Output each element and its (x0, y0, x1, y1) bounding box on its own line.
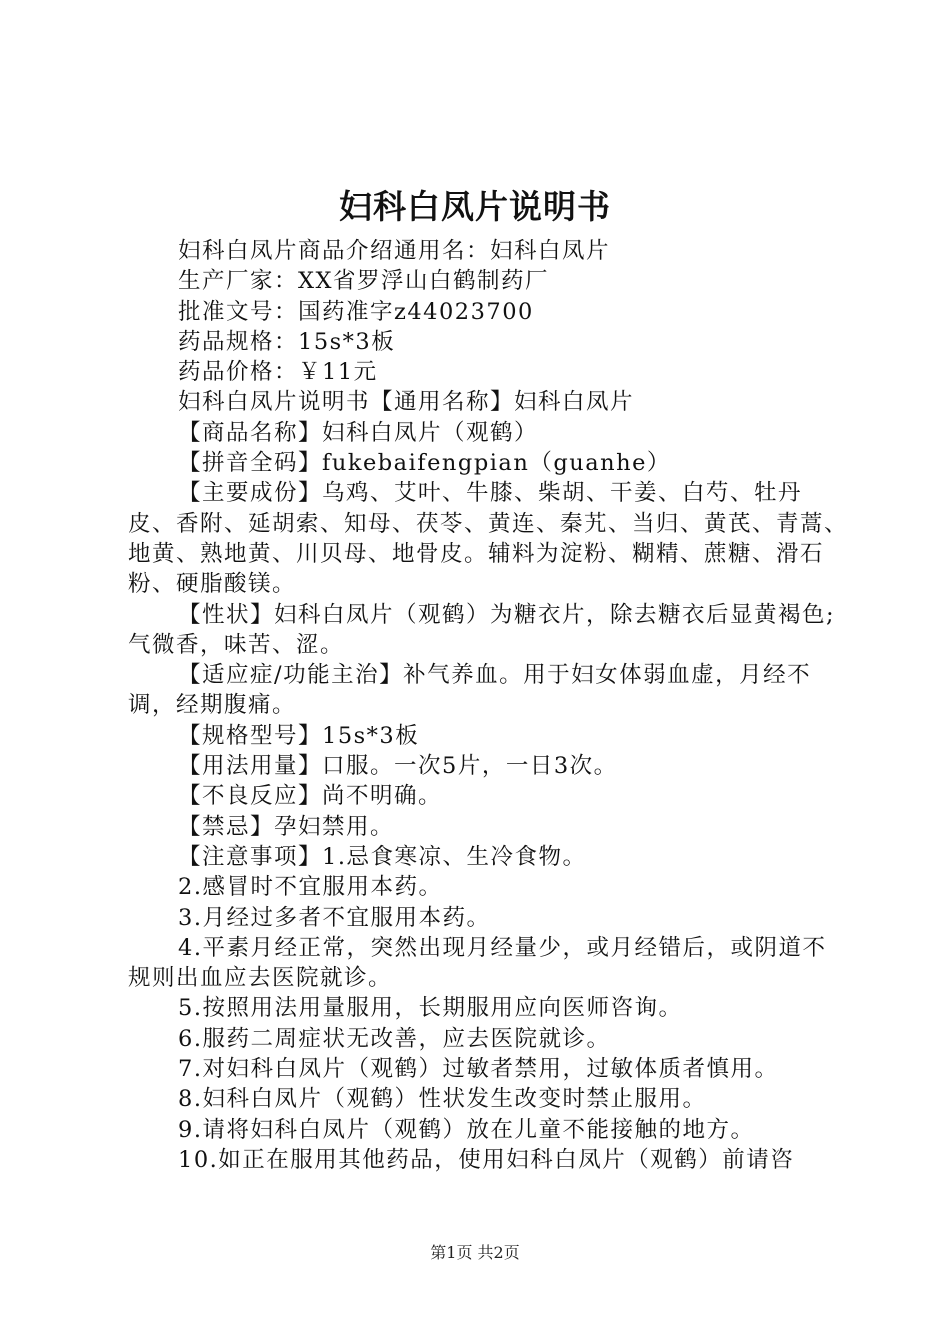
paragraph-model: 【规格型号】15s*3板 (178, 722, 420, 749)
page-footer: 第1页 共2页 (430, 1243, 520, 1262)
paragraph-dosage: 【用法用量】口服。一次5片，一日3次。 (178, 753, 618, 780)
paragraph-contraindications: 【禁忌】孕妇禁用。 (178, 813, 395, 840)
paragraph-indications: 【适应症/功能主治】补气养血。用于妇女体弱血虚，月经不调，经期腹痛。 (128, 662, 812, 719)
paragraph-specification: 药品规格：15s*3板 (178, 328, 396, 355)
paragraph-adverse-reactions: 【不良反应】尚不明确。 (178, 783, 443, 810)
paragraph-approval-number: 批准文号：国药准字z44023700 (178, 298, 534, 325)
paragraph-price: 药品价格：￥11元 (178, 359, 378, 386)
paragraph-ingredients: 【主要成份】乌鸡、艾叶、牛膝、柴胡、干姜、白芍、牡丹皮、香附、延胡索、知母、茯苓、黄连、秦艽、当归、黄芪、青蒿、地黄、熟地黄、川贝母、地骨皮。辅料为淀粉、糊精、蔗糖、滑石粉、硬脂酸镁。 (128, 480, 849, 598)
document-body (128, 236, 848, 1175)
paragraph-manufacturer: 生产厂家：XX省罗浮山白鹤制药厂 (178, 268, 550, 295)
paragraph-precautions-8: 8.妇科白凤片（观鹤）性状发生改变时禁止服用。 (178, 1086, 707, 1113)
paragraph-precautions-7: 7.对妇科白凤片（观鹤）过敏者禁用，过敏体质者慎用。 (178, 1056, 779, 1083)
paragraph-general-name: 妇科白凤片商品介绍通用名：妇科白凤片 (178, 238, 611, 264)
paragraph-precautions-10: 10.如正在服用其他药品，使用妇科白凤片（观鹤）前请咨 (178, 1146, 795, 1173)
paragraph-precautions-9: 9.请将妇科白凤片（观鹤）放在儿童不能接触的地方。 (178, 1116, 755, 1143)
paragraph-common-name: 妇科白凤片说明书【通用名称】妇科白凤片 (178, 389, 635, 416)
paragraph-precautions-5: 5.按照用法用量服用，长期服用应向医师咨询。 (178, 995, 683, 1022)
paragraph-precautions-3: 3.月经过多者不宜服用本药。 (178, 904, 491, 931)
paragraph-precautions-6: 6.服药二周症状无改善，应去医院就诊。 (178, 1025, 611, 1052)
paragraph-precautions-2: 2.感冒时不宜服用本药。 (178, 874, 443, 901)
document-title: 妇科白凤片说明书 (339, 187, 611, 226)
paragraph-precautions-4: 4.平素月经正常，突然出现月经量少，或月经错后，或阴道不规则出血应去医院就诊。 (128, 934, 827, 992)
paragraph-product-name: 【商品名称】妇科白凤片（观鹤） (178, 419, 539, 446)
paragraph-precautions-1: 【注意事项】1.忌食寒凉、生冷食物。 (178, 843, 587, 870)
paragraph-appearance: 【性状】妇科白凤片（观鹤）为糖衣片，除去糖衣后显黄褐色;气微香，味苦、涩。 (128, 601, 836, 658)
paragraph-pinyin-code: 【拼音全码】fukebaifengpian（guanhe） (178, 450, 671, 477)
